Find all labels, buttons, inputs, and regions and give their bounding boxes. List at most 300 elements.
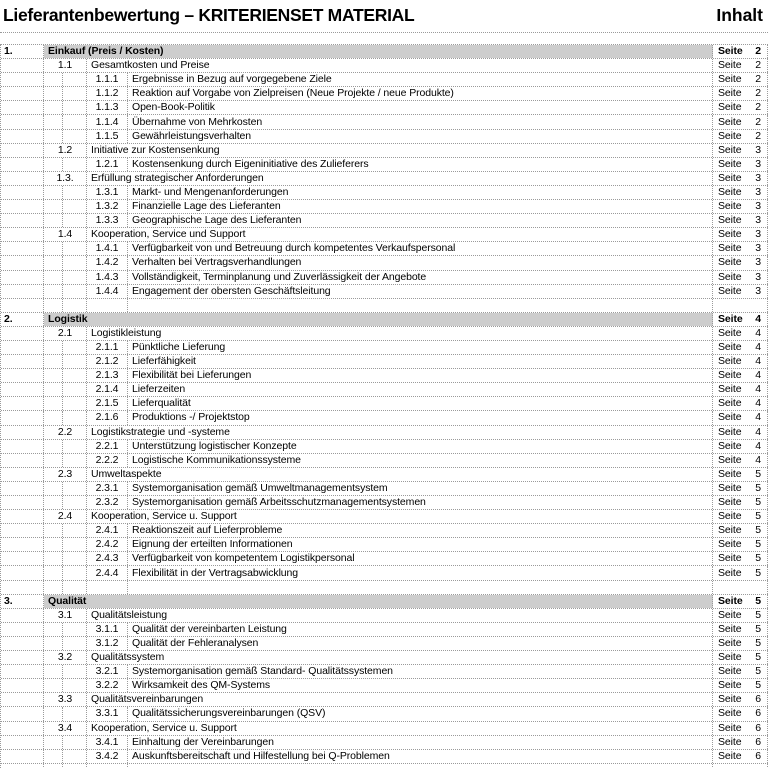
entry-title: Logistikleistung bbox=[87, 327, 713, 340]
page-reference bbox=[713, 355, 768, 368]
number-spacer bbox=[1, 623, 44, 636]
number-spacer bbox=[63, 411, 87, 424]
header-divider bbox=[0, 32, 768, 33]
page-word: Seite bbox=[718, 228, 742, 241]
toc-entry-row bbox=[1, 214, 768, 228]
entry-number: 2.1.2 bbox=[87, 355, 128, 368]
section-number: 3. bbox=[1, 595, 44, 608]
entry-title: Unterstützung logistischer Konzepte bbox=[128, 440, 713, 453]
number-spacer bbox=[1, 73, 44, 86]
page-word: Seite bbox=[718, 510, 742, 523]
page-number: 3 bbox=[755, 200, 761, 213]
toc-entry-row bbox=[1, 482, 768, 496]
number-spacer bbox=[44, 566, 63, 579]
entry-number: 2.1.1 bbox=[87, 341, 128, 354]
page-number: 3 bbox=[755, 171, 761, 184]
entry-number: 2.1.6 bbox=[87, 411, 128, 424]
number-spacer bbox=[44, 369, 63, 382]
page-number: 4 bbox=[755, 312, 761, 325]
number-spacer bbox=[63, 242, 87, 255]
page-word: Seite bbox=[718, 749, 742, 762]
entry-number: 1.1.3 bbox=[87, 101, 128, 114]
entry-title: Reaktionszeit auf Lieferprobleme bbox=[128, 524, 713, 537]
number-spacer bbox=[1, 228, 44, 241]
number-spacer bbox=[44, 552, 63, 565]
page-reference bbox=[713, 665, 768, 678]
number-spacer bbox=[1, 524, 44, 537]
page-word: Seite bbox=[718, 665, 742, 678]
page-reference bbox=[713, 764, 768, 768]
page-number: 5 bbox=[755, 608, 761, 621]
page-word: Seite bbox=[718, 608, 742, 621]
toc-entry-row bbox=[1, 524, 768, 538]
page-reference bbox=[713, 566, 768, 579]
entry-title: Eignung der erteilten Informationen bbox=[128, 538, 713, 551]
page-number: 5 bbox=[755, 665, 761, 678]
entry-number: 1.2 bbox=[44, 144, 87, 157]
entry-number: 2.2.2 bbox=[87, 454, 128, 467]
page-word: Seite bbox=[718, 397, 742, 410]
page-number: 6 bbox=[755, 735, 761, 748]
entry-title: Vollständigkeit, Terminplanung und Zuverlässigkeit der Angebote bbox=[128, 271, 713, 284]
entry-title: Qualität der vereinbarten Leistung bbox=[128, 623, 713, 636]
number-spacer bbox=[44, 440, 63, 453]
page-reference bbox=[713, 383, 768, 396]
page-word: Seite bbox=[718, 242, 742, 255]
number-spacer bbox=[44, 637, 63, 650]
number-spacer bbox=[44, 158, 63, 171]
number-spacer bbox=[1, 59, 44, 72]
number-spacer bbox=[63, 581, 87, 594]
toc-entry-row bbox=[1, 651, 768, 665]
page-word: Seite bbox=[718, 143, 742, 156]
number-spacer bbox=[1, 383, 44, 396]
number-spacer bbox=[1, 214, 44, 227]
page-reference bbox=[713, 242, 768, 255]
page-word: Seite bbox=[718, 200, 742, 213]
number-spacer bbox=[44, 538, 63, 551]
page-reference bbox=[713, 214, 768, 227]
toc-blank-row bbox=[1, 299, 768, 313]
page-reference bbox=[713, 115, 768, 128]
entry-number: 3.2.2 bbox=[87, 679, 128, 692]
number-spacer bbox=[63, 256, 87, 269]
number-spacer bbox=[1, 115, 44, 128]
entry-title: Flexibilität bei Lieferungen bbox=[128, 369, 713, 382]
page-reference bbox=[713, 228, 768, 241]
page-word: Seite bbox=[718, 721, 742, 734]
number-spacer bbox=[1, 581, 44, 594]
number-spacer bbox=[1, 496, 44, 509]
entry-number: 3.1.2 bbox=[87, 637, 128, 650]
page-number: 5 bbox=[755, 496, 761, 509]
toc-entry-row bbox=[1, 679, 768, 693]
page-word: Seite bbox=[718, 115, 742, 128]
page-word: Seite bbox=[718, 256, 742, 269]
page-word: Seite bbox=[718, 59, 742, 72]
number-spacer bbox=[44, 341, 63, 354]
page-word: Seite bbox=[718, 552, 742, 565]
number-spacer bbox=[44, 115, 63, 128]
page-number: 4 bbox=[755, 369, 761, 382]
page-word: Seite bbox=[718, 45, 743, 58]
page-reference bbox=[713, 468, 768, 481]
page-reference bbox=[713, 623, 768, 636]
toc-entry-row bbox=[1, 144, 768, 158]
number-spacer bbox=[44, 87, 63, 100]
number-spacer bbox=[44, 623, 63, 636]
entry-number: 2.1.4 bbox=[87, 383, 128, 396]
page-reference bbox=[713, 256, 768, 269]
number-spacer bbox=[1, 369, 44, 382]
number-spacer bbox=[63, 355, 87, 368]
page-word: Seite bbox=[718, 326, 742, 339]
toc-entry-row bbox=[1, 271, 768, 285]
toc-blank-row bbox=[1, 581, 768, 595]
number-spacer bbox=[63, 383, 87, 396]
toc-entry-row bbox=[1, 637, 768, 651]
entry-title: Kooperation, Service und Support bbox=[87, 228, 713, 241]
number-spacer bbox=[1, 722, 44, 735]
entry-number bbox=[87, 764, 128, 768]
entry-title: Kooperation, Service u. Support bbox=[87, 510, 713, 523]
number-spacer bbox=[44, 411, 63, 424]
entry-title: Einhaltung der Vereinbarungen bbox=[128, 736, 713, 749]
entry-number: 1.4.1 bbox=[87, 242, 128, 255]
toc-entry-row bbox=[1, 722, 768, 736]
toc-entry-row bbox=[1, 736, 768, 750]
entry-title: Produktions -/ Projektstop bbox=[128, 411, 713, 424]
number-spacer bbox=[63, 87, 87, 100]
number-spacer bbox=[1, 764, 44, 768]
entry-number: 1.3.1 bbox=[87, 186, 128, 199]
toc-entry-row bbox=[1, 341, 768, 355]
number-spacer bbox=[1, 327, 44, 340]
page-number: 5 bbox=[755, 510, 761, 523]
entry-number: 1.1.2 bbox=[87, 87, 128, 100]
page-word: Seite bbox=[718, 467, 742, 480]
entry-number: 1.4.2 bbox=[87, 256, 128, 269]
entry-title: Qualitätsleistung bbox=[87, 609, 713, 622]
number-spacer bbox=[63, 186, 87, 199]
entry-title: Qualitätsvereinbarungen bbox=[87, 693, 713, 706]
page-number: 5 bbox=[755, 481, 761, 494]
toc-entry-row bbox=[1, 383, 768, 397]
toc-table bbox=[0, 44, 768, 768]
toc-section-row bbox=[1, 45, 768, 59]
entry-title: Logistikstrategie und -systeme bbox=[87, 426, 713, 439]
number-spacer bbox=[63, 271, 87, 284]
number-spacer bbox=[63, 736, 87, 749]
page-number: 5 bbox=[755, 622, 761, 635]
toc-entry-row bbox=[1, 538, 768, 552]
number-spacer bbox=[1, 411, 44, 424]
page-number: 3 bbox=[755, 242, 761, 255]
entry-title: Lieferfähigkeit bbox=[128, 355, 713, 368]
entry-title: Gesamtkosten und Preise bbox=[87, 59, 713, 72]
page-number: 4 bbox=[755, 355, 761, 368]
page-reference bbox=[713, 369, 768, 382]
toc-entry-row bbox=[1, 552, 768, 566]
page-number: 2 bbox=[755, 115, 761, 128]
entry-number: 1.4 bbox=[44, 228, 87, 241]
page-reference bbox=[713, 426, 768, 439]
page-number: 4 bbox=[755, 326, 761, 339]
entry-title bbox=[128, 764, 713, 768]
page-number: 3 bbox=[755, 157, 761, 170]
entry-number: 2.2.1 bbox=[87, 440, 128, 453]
number-spacer bbox=[1, 468, 44, 481]
page-reference bbox=[713, 552, 768, 565]
entry-number: 3.4 bbox=[44, 722, 87, 735]
page-reference bbox=[713, 186, 768, 199]
number-spacer bbox=[44, 285, 63, 298]
number-spacer bbox=[1, 256, 44, 269]
number-spacer bbox=[1, 144, 44, 157]
entry-number bbox=[87, 581, 128, 594]
number-spacer bbox=[1, 609, 44, 622]
page-reference bbox=[713, 722, 768, 735]
number-spacer bbox=[1, 341, 44, 354]
page-number: 5 bbox=[755, 467, 761, 480]
number-spacer bbox=[1, 750, 44, 763]
number-spacer bbox=[63, 115, 87, 128]
page-word: Seite bbox=[718, 73, 742, 86]
toc-entry-row bbox=[1, 566, 768, 580]
page-reference bbox=[713, 172, 768, 185]
section-number: 2. bbox=[1, 313, 44, 326]
number-spacer bbox=[44, 101, 63, 114]
number-spacer bbox=[44, 679, 63, 692]
number-spacer bbox=[1, 172, 44, 185]
number-spacer bbox=[63, 130, 87, 143]
number-spacer bbox=[63, 750, 87, 763]
entry-number bbox=[87, 299, 128, 312]
page-word: Seite bbox=[718, 538, 742, 551]
number-spacer bbox=[44, 130, 63, 143]
page-reference bbox=[713, 679, 768, 692]
page-word: Seite bbox=[718, 87, 742, 100]
page-reference bbox=[713, 736, 768, 749]
page-reference bbox=[713, 200, 768, 213]
entry-number: 1.3.2 bbox=[87, 200, 128, 213]
number-spacer bbox=[1, 285, 44, 298]
page-reference bbox=[713, 595, 768, 608]
entry-title: Kostensenkung durch Eigeninitiative des Zulieferers bbox=[128, 158, 713, 171]
entry-number: 2.3 bbox=[44, 468, 87, 481]
page-word: Seite bbox=[718, 157, 742, 170]
entry-title: Systemorganisation gemäß Umweltmanagementsystem bbox=[128, 482, 713, 495]
page-word: Seite bbox=[718, 693, 742, 706]
toc-entry-row bbox=[1, 327, 768, 341]
page-reference bbox=[713, 285, 768, 298]
number-spacer bbox=[1, 158, 44, 171]
entry-number: 2.1.5 bbox=[87, 397, 128, 410]
entry-title: Reaktion auf Vorgabe von Zielpreisen (Neue Projekte / neue Produkte) bbox=[128, 87, 713, 100]
page-word: Seite bbox=[718, 284, 742, 297]
number-spacer bbox=[63, 665, 87, 678]
number-spacer bbox=[44, 665, 63, 678]
toc-section-row bbox=[1, 595, 768, 609]
page-number: 5 bbox=[755, 636, 761, 649]
page-number: 3 bbox=[755, 214, 761, 227]
page-word: Seite bbox=[718, 496, 742, 509]
page-number: 2 bbox=[755, 59, 761, 72]
number-spacer bbox=[44, 214, 63, 227]
number-spacer bbox=[44, 496, 63, 509]
page-reference bbox=[713, 59, 768, 72]
toc-entry-row bbox=[1, 750, 768, 764]
toc-entry-row bbox=[1, 623, 768, 637]
number-spacer bbox=[1, 454, 44, 467]
entry-title: Systemorganisation gemäß Standard- Qualitätssystemen bbox=[128, 665, 713, 678]
number-spacer bbox=[1, 651, 44, 664]
page-reference bbox=[713, 510, 768, 523]
toc-heading: Inhalt bbox=[716, 5, 763, 25]
toc-entry-row bbox=[1, 130, 768, 144]
page-number: 6 bbox=[755, 693, 761, 706]
number-spacer bbox=[44, 355, 63, 368]
entry-number: 1.2.1 bbox=[87, 158, 128, 171]
entry-title: Verhalten bei Vertragsverhandlungen bbox=[128, 256, 713, 269]
number-spacer bbox=[63, 214, 87, 227]
toc-blank-row bbox=[1, 764, 768, 768]
page-reference bbox=[713, 341, 768, 354]
entry-number: 1.3.3 bbox=[87, 214, 128, 227]
page-number: 4 bbox=[755, 411, 761, 424]
page-number: 2 bbox=[755, 73, 761, 86]
number-spacer bbox=[63, 679, 87, 692]
page-reference bbox=[713, 609, 768, 622]
number-spacer bbox=[44, 482, 63, 495]
number-spacer bbox=[1, 693, 44, 706]
toc-entry-row bbox=[1, 411, 768, 425]
entry-number: 2.1.3 bbox=[87, 369, 128, 382]
entry-number: 2.3.1 bbox=[87, 482, 128, 495]
entry-title: Qualitätssystem bbox=[87, 651, 713, 664]
toc-entry-row bbox=[1, 200, 768, 214]
number-spacer bbox=[1, 679, 44, 692]
entry-title: Gewährleistungsverhalten bbox=[128, 130, 713, 143]
number-spacer bbox=[44, 299, 63, 312]
page-number: 3 bbox=[755, 270, 761, 283]
toc-entry-row bbox=[1, 426, 768, 440]
toc-entry-row bbox=[1, 397, 768, 411]
toc-entry-row bbox=[1, 87, 768, 101]
page-number: 3 bbox=[755, 185, 761, 198]
page-reference bbox=[713, 482, 768, 495]
entry-title: Ergebnisse in Bezug auf vorgegebene Ziele bbox=[128, 73, 713, 86]
entry-number: 3.4.2 bbox=[87, 750, 128, 763]
number-spacer bbox=[63, 285, 87, 298]
toc-entry-row bbox=[1, 355, 768, 369]
entry-title: Qualität der Fehleranalysen bbox=[128, 637, 713, 650]
page-number: 2 bbox=[755, 129, 761, 142]
number-spacer bbox=[44, 397, 63, 410]
toc-entry-row bbox=[1, 59, 768, 73]
page-word: Seite bbox=[718, 355, 742, 368]
entry-title: Logistische Kommunikationssysteme bbox=[128, 454, 713, 467]
toc-entry-row bbox=[1, 693, 768, 707]
toc-entry-row bbox=[1, 228, 768, 242]
entry-number: 1.1.5 bbox=[87, 130, 128, 143]
page-word: Seite bbox=[718, 312, 743, 325]
number-spacer bbox=[63, 623, 87, 636]
toc-entry-row bbox=[1, 510, 768, 524]
entry-title: Markt- und Mengenanforderungen bbox=[128, 186, 713, 199]
entry-title: Initiative zur Kostensenkung bbox=[87, 144, 713, 157]
number-spacer bbox=[1, 510, 44, 523]
entry-number: 1.1.1 bbox=[87, 73, 128, 86]
entry-number: 2.4.4 bbox=[87, 566, 128, 579]
number-spacer bbox=[44, 186, 63, 199]
entry-title: Open-Book-Politik bbox=[128, 101, 713, 114]
number-spacer bbox=[44, 73, 63, 86]
page-word: Seite bbox=[718, 566, 742, 579]
page-number: 4 bbox=[755, 439, 761, 452]
page-word: Seite bbox=[718, 679, 742, 692]
number-spacer bbox=[1, 299, 44, 312]
number-spacer bbox=[63, 637, 87, 650]
page-number: 6 bbox=[755, 749, 761, 762]
toc-entry-row bbox=[1, 440, 768, 454]
page-reference bbox=[713, 271, 768, 284]
toc-entry-row bbox=[1, 454, 768, 468]
number-spacer bbox=[44, 242, 63, 255]
entry-title: Lieferqualität bbox=[128, 397, 713, 410]
toc-entry-row bbox=[1, 73, 768, 87]
entry-number: 1.4.3 bbox=[87, 271, 128, 284]
number-spacer bbox=[44, 707, 63, 720]
number-spacer bbox=[63, 73, 87, 86]
page-number: 5 bbox=[755, 538, 761, 551]
number-spacer bbox=[63, 454, 87, 467]
entry-number: 1.4.4 bbox=[87, 285, 128, 298]
page-word: Seite bbox=[718, 383, 742, 396]
entry-number: 3.1 bbox=[44, 609, 87, 622]
entry-number: 1.1.4 bbox=[87, 115, 128, 128]
entry-title: Lieferzeiten bbox=[128, 383, 713, 396]
entry-title: Qualität bbox=[44, 595, 713, 608]
page-word: Seite bbox=[718, 270, 742, 283]
number-spacer bbox=[63, 566, 87, 579]
page-word: Seite bbox=[718, 341, 742, 354]
entry-number: 2.3.2 bbox=[87, 496, 128, 509]
page-number: 2 bbox=[755, 87, 761, 100]
page-reference bbox=[713, 440, 768, 453]
page-reference bbox=[713, 73, 768, 86]
toc-entry-row bbox=[1, 496, 768, 510]
page-number: 2 bbox=[755, 101, 761, 114]
number-spacer bbox=[1, 426, 44, 439]
number-spacer bbox=[1, 186, 44, 199]
page-word: Seite bbox=[718, 369, 742, 382]
number-spacer bbox=[63, 707, 87, 720]
entry-title: Auskunftsbereitschaft und Hilfestellung bei Q-Problemen bbox=[128, 750, 713, 763]
page-word: Seite bbox=[718, 636, 742, 649]
toc-entry-row bbox=[1, 256, 768, 270]
entry-title: Übernahme von Mehrkosten bbox=[128, 115, 713, 128]
entry-number: 2.2 bbox=[44, 426, 87, 439]
page-reference bbox=[713, 130, 768, 143]
page-reference bbox=[713, 158, 768, 171]
entry-number: 3.4.1 bbox=[87, 736, 128, 749]
entry-title: Kooperation, Service u. Support bbox=[87, 722, 713, 735]
toc-section-row bbox=[1, 313, 768, 327]
page-reference bbox=[713, 144, 768, 157]
page-reference bbox=[713, 651, 768, 664]
number-spacer bbox=[1, 200, 44, 213]
